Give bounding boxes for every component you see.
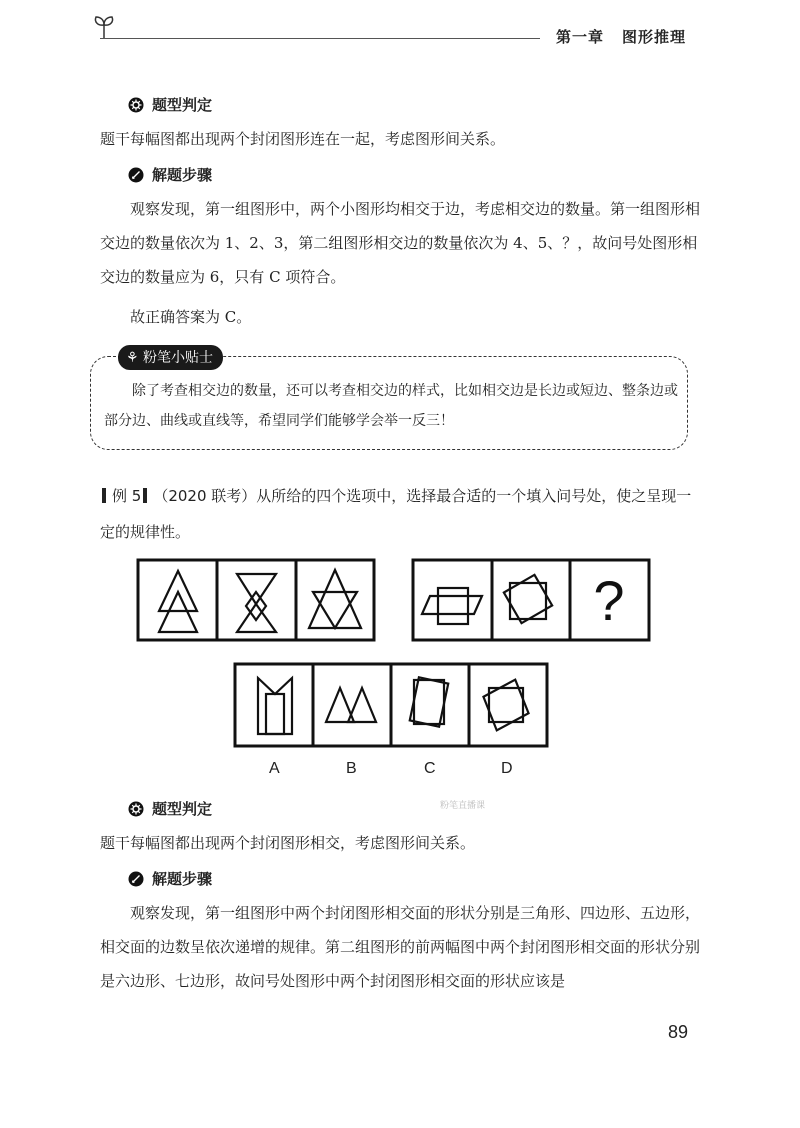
- answer-text: 故正确答案为 C。: [130, 308, 252, 326]
- option-a-label[interactable]: A: [269, 760, 280, 777]
- chapter-label: 第一章: [556, 28, 605, 46]
- steps-text-2: 观察发现，第一组图形中两个封闭图形相交面的形状分别是三角形、四边形、五边形，相交面的边数呈依次递增的规律。第二组图形的前两幅图中两个封闭图形相交面的形状分别是六边形、七边形，故问号处图形中两个封闭图形相交面的形状应该是: [100, 904, 701, 990]
- option-c-label[interactable]: C: [424, 760, 436, 777]
- tip-sprout-icon: ⚘: [126, 350, 144, 366]
- option-b-label[interactable]: B: [346, 760, 357, 777]
- group-2-panel-2: [497, 568, 558, 629]
- group-1-panel-3: [309, 570, 361, 628]
- steps-text-1: 观察发现，第一组图形中，两个小图形均相交于边，考虑相交边的数量。第一组图形相交边的数量依次为 1、2、3，第二组图形相交边的数量依次为 4、5、？，故问号处图形相交边的数量应为 6，只有 C 项符合。: [100, 200, 701, 286]
- tip-label-text: 粉笔小贴士: [143, 350, 214, 366]
- type-text-1: 题干每幅图都出现两个封闭图形连在一起，考虑图形间关系。: [100, 130, 506, 148]
- watermark: 粉笔直播课: [440, 801, 486, 811]
- option-c-figure[interactable]: [410, 677, 448, 726]
- question-mark: ?: [593, 569, 625, 632]
- type-heading-label: 题型判定: [152, 800, 213, 818]
- example-label: 例 5: [112, 487, 142, 505]
- steps-heading-label: 解题步骤: [152, 166, 213, 184]
- option-d-label[interactable]: D: [501, 760, 513, 777]
- chapter-title: 图形推理: [622, 28, 687, 46]
- option-a-figure[interactable]: [258, 678, 292, 734]
- pencil-icon: [128, 871, 144, 887]
- tip-text: 除了考查相交边的数量，还可以考查相交边的样式，比如相交边是长边或短边、整条边或部分边、曲线或直线等，希望同学们能够学会举一反三！: [104, 383, 678, 429]
- example-question-text: 从所给的四个选项中，选择最合适的一个填入问号处，使之呈现一定的规律性。: [100, 487, 692, 541]
- group-1-panel-2: [237, 574, 276, 632]
- steps-heading-2: [128, 868, 212, 889]
- group-2: [413, 560, 649, 640]
- options-row: [235, 664, 547, 746]
- group-1-panel-1: [159, 571, 197, 632]
- type-heading-2: [128, 798, 212, 819]
- type-heading-label: 题型判定: [152, 96, 213, 114]
- option-b-figure[interactable]: [326, 688, 376, 722]
- group-1: [138, 560, 374, 640]
- group-2-panel-1: [422, 588, 482, 624]
- type-text-2: 题干每幅图都出现两个封闭图形相交，考虑图形间关系。: [100, 834, 476, 852]
- steps-heading-label: 解题步骤: [152, 870, 213, 888]
- gear-icon: [128, 801, 144, 817]
- example-source: （2020 联考）: [153, 487, 257, 505]
- page-number: 89: [668, 1022, 689, 1042]
- option-d-figure[interactable]: [474, 671, 538, 738]
